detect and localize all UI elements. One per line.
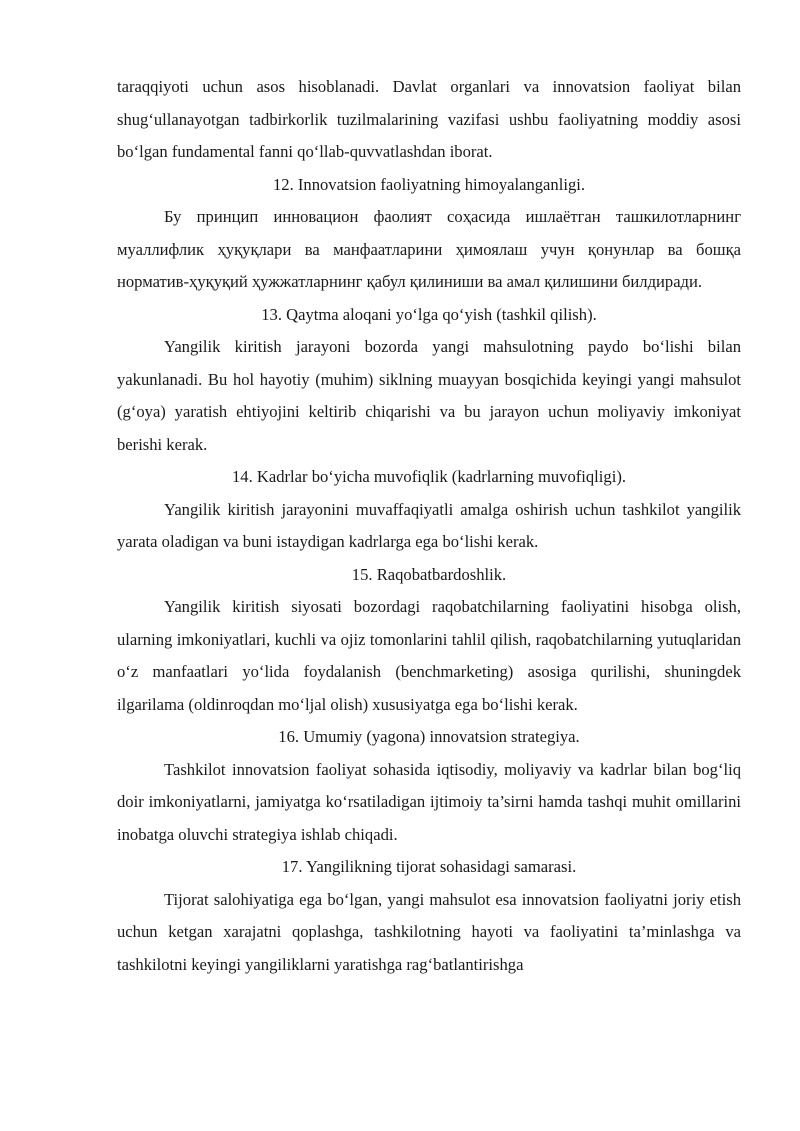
paragraph-section-12: Бу принцип инновацион фаолият соҳасида ишлаётган ташкилотларнинг муаллифлик ҳуқуқлари ва манфаатларини ҳимоялаш учун қонунлар ва бошқа норматив-ҳуқуқий ҳужжатларнинг қабул қилиниши ва амал қилишини билдиради. bbox=[117, 207, 741, 291]
paragraph-section-14: Yangilik kiritish jarayonini muvaffaqiyatli amalga oshirish uchun tashkilot yangilik yarata oladigan va buni istaydigan kadrlarga ega bo‘lishi kerak. bbox=[117, 499, 741, 551]
paragraph-section-17: Tijorat salohiyatiga ega bo‘lgan, yangi mahsulot esa innovatsion faoliyatni joriy etish uchun ketgan xarajatni qoplashga, tashkilotning hayoti va faoliyatini ta’minlashga va tashkilotni keyingi yangiliklarni yaratishga rag‘batlantirishga bbox=[117, 889, 741, 974]
paragraph-intro-continuation: taraqqiyoti uchun asos hisoblanadi. Davlat organlari va innovatsion faoliyat bilan shug‘ullanayotgan tadbirkorlik tuzilmalarining vazifasi ushbu faoliyatning moddiy asosi bo‘lgan fundamental fanni qo‘llab-quvvatlashdan iborat. bbox=[117, 77, 741, 161]
section-heading-14: 14. Kadrlar bo‘yicha muvofiqlik (kadrlarning muvofiqligi). bbox=[231, 467, 626, 486]
section-heading-15: 15. Raqobatbardoshlik. bbox=[351, 564, 507, 584]
paragraph-section-16: Tashkilot innovatsion faoliyat sohasida iqtisodiy, moliyaviy va kadrlar bilan bog‘liq doir imkoniyatlarni, jamiyatga ko‘rsatiladigan ijtimoiy ta’sirni hamda tashqi muhit omillarini inobatga oluvchi strategiya ishlab chiqadi. bbox=[117, 759, 741, 844]
document-body bbox=[117, 71, 741, 981]
section-heading-13: 13. Qaytma aloqani yo‘lga qo‘yish (tashkil qilish). bbox=[261, 304, 597, 324]
paragraph-section-13: Yangilik kiritish jarayoni bozorda yangi mahsulotning paydo bo‘lishi bilan yakunlanadi. Bu hol hayotiy (muhim) siklning muayyan bosqichida keyingi yangi mahsulot (g‘oya) yaratish ehtiyojini keltirib chiqarishi va bu jarayon uchun moliyaviy imkoniyat berishi kerak. bbox=[117, 337, 741, 454]
section-heading-16: 16. Umumiy (yagona) innovatsion strategiya. bbox=[278, 727, 580, 746]
paragraph-section-15: Yangilik kiritish siyosati bozordagi raqobatchilarning faoliyatini hisobga olish, ularning imkoniyatlari, kuchli va ojiz tomonlarini tahlil qilish, raqobatchilarning yutuqlaridan o‘z manfaatlari yo‘lida foydalanish (benchmarketing) asosiga qurilishi, shuningdek ilgarilama (oldinroqdan mo‘ljal olish) xususiyatga ega bo‘lishi kerak. bbox=[117, 597, 741, 714]
section-heading-17: 17. Yangilikning tijorat sohasidagi samarasi. bbox=[281, 857, 577, 876]
section-heading-12: 12. Innovatsion faoliyatning himoyalanganligi. bbox=[273, 174, 585, 194]
